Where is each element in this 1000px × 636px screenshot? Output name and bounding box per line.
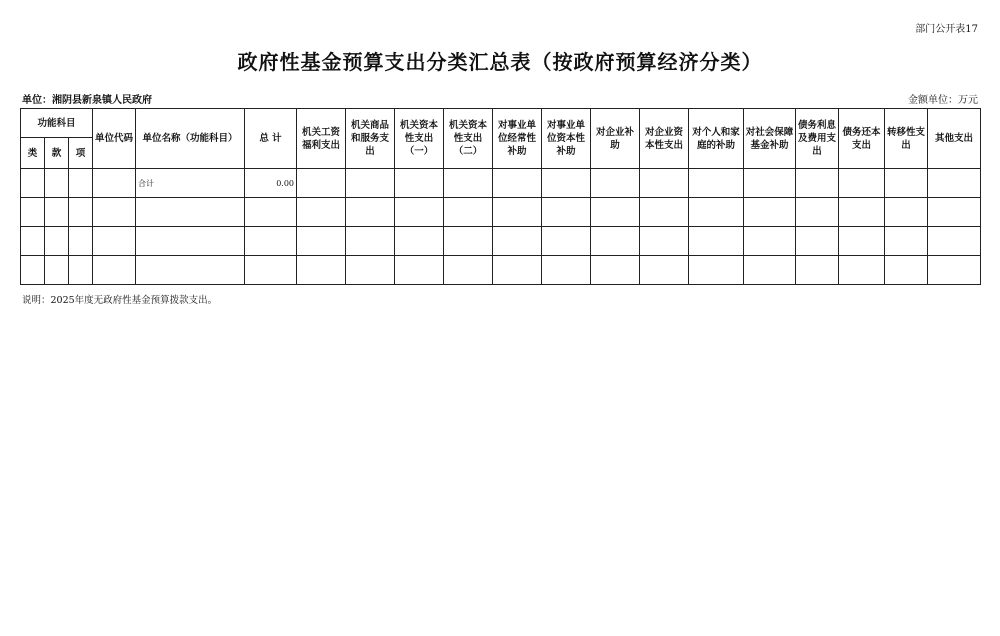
table-cell [542, 227, 591, 256]
table-cell [928, 227, 981, 256]
table-cell [689, 227, 744, 256]
total-cell: 0.00 [245, 169, 297, 198]
table-cell [839, 169, 885, 198]
table-cell [640, 227, 689, 256]
table-cell [69, 256, 93, 285]
table-row [21, 198, 981, 227]
table-cell [796, 227, 839, 256]
table-row [21, 256, 981, 285]
column-header: 对事业单位资本性补助 [542, 109, 591, 169]
column-header: 机关资本性支出（一） [395, 109, 444, 169]
table-cell [93, 256, 136, 285]
table-cell [928, 256, 981, 285]
table-cell [346, 227, 395, 256]
table-cell [21, 198, 45, 227]
table-cell [640, 256, 689, 285]
unit-name-header: 单位名称（功能科目） [136, 109, 245, 169]
column-header: 机关商品和服务支出 [346, 109, 395, 169]
table-cell [640, 198, 689, 227]
footnote: 说明：2025年度无政府性基金预算拨款支出。 [22, 295, 218, 306]
unit-label: 单位：湘阴县新泉镇人民政府 [22, 95, 152, 106]
table-cell [744, 227, 796, 256]
func-group-header: 功能科目 [21, 109, 93, 138]
table-cell [744, 256, 796, 285]
table-cell [493, 169, 542, 198]
total-cell [245, 198, 297, 227]
column-header: 对企业资本性支出 [640, 109, 689, 169]
table-cell [591, 227, 640, 256]
column-header: 转移性支出 [885, 109, 928, 169]
table-row [21, 169, 981, 198]
table-cell [689, 198, 744, 227]
column-header: 债务还本支出 [839, 109, 885, 169]
table-cell [444, 169, 493, 198]
table-cell [395, 198, 444, 227]
table-cell [885, 169, 928, 198]
table-cell [45, 198, 69, 227]
table-cell [297, 256, 346, 285]
table-cell [297, 169, 346, 198]
table-cell [444, 256, 493, 285]
table-cell [395, 169, 444, 198]
table-cell [45, 256, 69, 285]
table-cell [297, 227, 346, 256]
table-cell [542, 169, 591, 198]
table-cell [93, 169, 136, 198]
table-cell [796, 198, 839, 227]
total-header: 总 计 [245, 109, 297, 169]
unit-name-cell [136, 198, 245, 227]
table-cell [93, 227, 136, 256]
table-cell [69, 169, 93, 198]
table-row [21, 227, 981, 256]
func-item-header: 项 [69, 138, 93, 169]
form-number: 部门公开表17 [915, 24, 978, 35]
column-header: 对社会保障基金补助 [744, 109, 796, 169]
table-cell [689, 256, 744, 285]
table-cell [640, 169, 689, 198]
column-header: 其他支出 [928, 109, 981, 169]
table-cell [346, 169, 395, 198]
table-cell [21, 169, 45, 198]
table-cell [591, 198, 640, 227]
table-cell [395, 256, 444, 285]
table-cell [885, 227, 928, 256]
table-cell [45, 169, 69, 198]
table-cell [346, 198, 395, 227]
table-cell [885, 256, 928, 285]
total-cell [245, 227, 297, 256]
column-header: 机关工资福利支出 [297, 109, 346, 169]
table-cell [346, 256, 395, 285]
unit-name-cell [136, 227, 245, 256]
table-cell [69, 198, 93, 227]
func-section-header: 款 [45, 138, 69, 169]
amount-unit-label: 金额单位：万元 [908, 95, 978, 106]
table-cell [796, 169, 839, 198]
unit-name-cell [136, 256, 245, 285]
table-cell [885, 198, 928, 227]
expenditure-table [20, 108, 981, 285]
table-cell [591, 256, 640, 285]
table-cell [542, 256, 591, 285]
column-header: 对企业补助 [591, 109, 640, 169]
table-cell [839, 256, 885, 285]
table-cell [493, 256, 542, 285]
table-cell [493, 198, 542, 227]
table-cell [444, 198, 493, 227]
table-cell [744, 198, 796, 227]
table-cell [93, 198, 136, 227]
table-cell [744, 169, 796, 198]
table-cell [297, 198, 346, 227]
func-class-header: 类 [21, 138, 45, 169]
unit-name-cell: 合计 [136, 169, 245, 198]
table-cell [69, 227, 93, 256]
table-cell [689, 169, 744, 198]
column-header: 对事业单位经常性补助 [493, 109, 542, 169]
table-cell [542, 198, 591, 227]
table-cell [796, 256, 839, 285]
column-header: 机关资本性支出（二） [444, 109, 493, 169]
table-cell [591, 169, 640, 198]
table-cell [21, 227, 45, 256]
table-cell [45, 227, 69, 256]
page-title: 政府性基金预算支出分类汇总表（按政府预算经济分类） [237, 50, 763, 74]
table-cell [928, 198, 981, 227]
table-cell [21, 256, 45, 285]
header-row-1 [21, 109, 981, 138]
table-cell [395, 227, 444, 256]
total-cell [245, 256, 297, 285]
table-cell [493, 227, 542, 256]
table-cell [444, 227, 493, 256]
column-header: 对个人和家庭的补助 [689, 109, 744, 169]
unit-code-header: 单位代码 [93, 109, 136, 169]
table-cell [839, 198, 885, 227]
column-header: 债务利息及费用支出 [796, 109, 839, 169]
table-cell [839, 227, 885, 256]
table-cell [928, 169, 981, 198]
